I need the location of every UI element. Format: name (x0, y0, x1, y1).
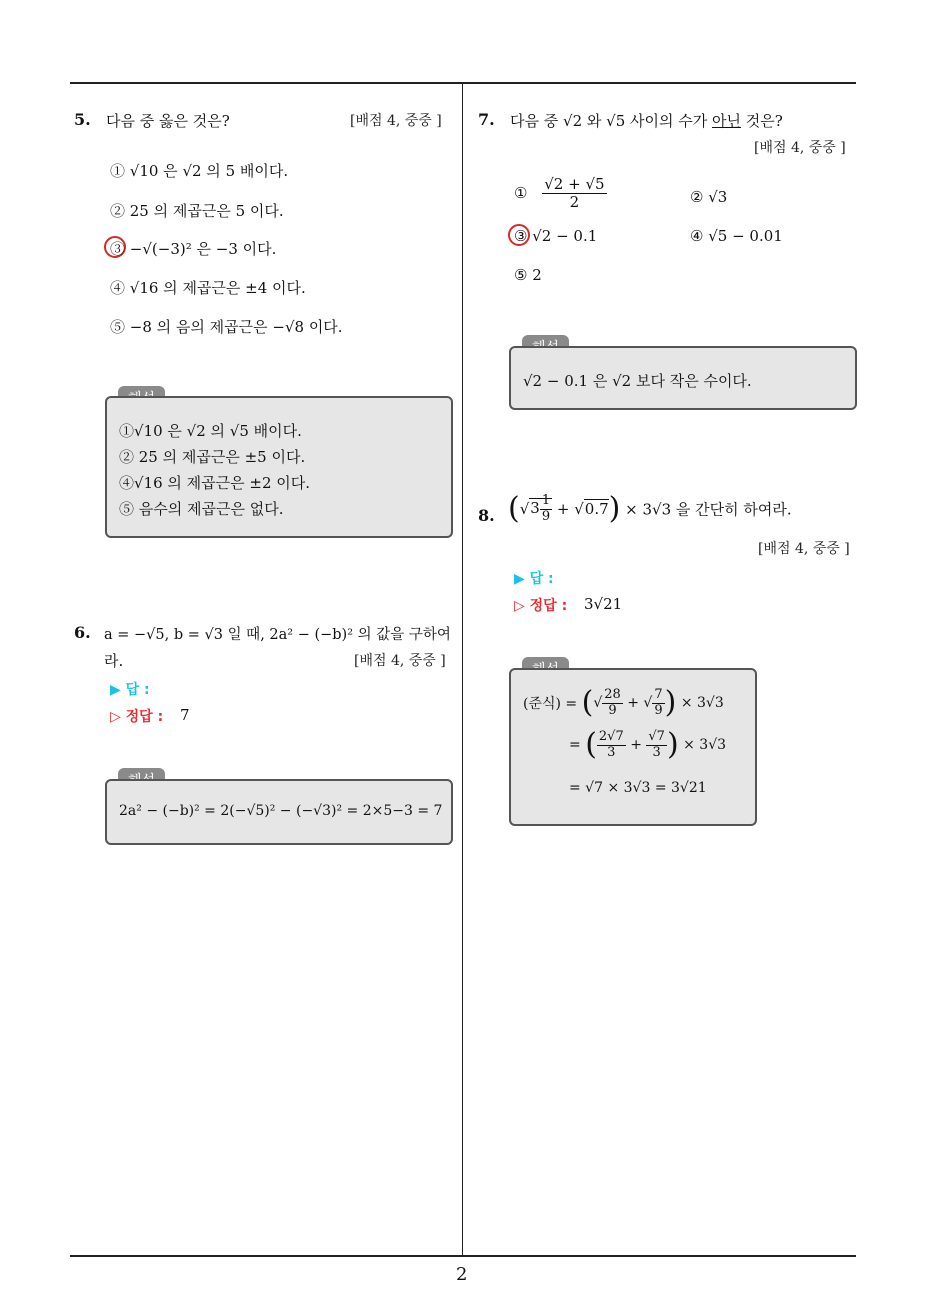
fraction-denominator: 9 (654, 702, 663, 718)
explanation-box (509, 668, 757, 826)
question-meta: [배점 4, 중중 ] (354, 653, 446, 669)
question-text: 다음 중 옳은 것은? (106, 112, 230, 130)
correct-answer-value: 7 (180, 706, 190, 724)
option-1[interactable] (514, 176, 607, 210)
question-text-continued: 라. (104, 652, 124, 670)
mixed-whole: 3 (530, 499, 540, 517)
page-number: 2 (456, 1264, 468, 1285)
top-rule (70, 82, 856, 84)
explanation-line: √2 − 0.1 은 √2 보다 작은 수이다. (523, 372, 752, 390)
option-4[interactable]: ④ √16 의 제곱근은 ±4 이다. (110, 279, 306, 297)
question-text-end: 것은? (745, 112, 783, 130)
explanation-line: ② 25 의 제곱근은 ±5 이다. (119, 448, 306, 466)
option-2[interactable]: ② 25 의 제곱근은 5 이다. (110, 202, 284, 220)
option-denominator: 2 (569, 192, 580, 211)
question-number: 5. (74, 110, 91, 129)
explanation-line: ⑤ 음수의 제곱근은 없다. (119, 500, 284, 518)
correct-answer-value: 3√21 (584, 595, 623, 613)
question-number: 8. (478, 506, 495, 525)
question-text (510, 110, 783, 131)
question-number: 7. (478, 110, 495, 129)
explanation-prefix: (준식) = (523, 696, 578, 712)
question-meta: [배점 4, 중중 ] (350, 113, 442, 129)
question-underlined-word: 아닌 (712, 112, 741, 130)
explanation-suffix: × 3√3 (680, 695, 724, 711)
fraction-denominator: 3 (652, 744, 661, 760)
question-text-end: × 3√3 을 간단히 하여라. (625, 500, 792, 519)
explanation-box (105, 396, 453, 538)
option-4[interactable]: ④ √5 − 0.01 (690, 227, 783, 245)
fraction-denominator: 3 (607, 744, 616, 760)
question-text-start: 다음 중 √2 와 √5 사이의 수가 (510, 112, 708, 130)
explanation-box (105, 779, 453, 845)
explanation-box (509, 346, 857, 410)
explanation-line-2: = ( $\frac{2√7}{3}$ + $\frac{√7}{3}$ ) × 3√3 (569, 727, 727, 762)
fraction-denominator: 9 (608, 702, 617, 718)
mixed-numerator: 1 (541, 493, 551, 509)
answer-label: ▶ 답 : (514, 571, 554, 587)
explanation-line: ④√16 의 제곱근은 ±2 이다. (119, 474, 311, 492)
explanation-line: ①√10 은 √2 의 √5 배이다. (119, 422, 302, 440)
repeating-decimal: 0.7 (584, 500, 609, 518)
fraction-numerator: √7 (648, 729, 665, 745)
fraction-numerator: 2√7 (598, 729, 624, 745)
correct-answer-label: ▷ 정답 : (514, 598, 568, 614)
explanation-line-3: = √7 × 3√3 = 3√21 (569, 780, 707, 796)
fraction-numerator: 7 (654, 687, 663, 703)
option-5[interactable]: ⑤ 2 (514, 266, 542, 284)
explanation-line-1: (준식) = (√ $\frac{28}{9}$ + √ $\frac{7}{9}$ ) × 3√3 (523, 685, 724, 720)
question-text: a = −√5, b = √3 일 때, 2a² − (−b)² 의 값을 구하여 (104, 627, 451, 643)
correct-answer-label: ▷ 정답 : (110, 709, 164, 725)
question-meta: [배점 4, 중중 ] (754, 140, 846, 156)
bottom-rule (70, 1255, 856, 1257)
explanation-line: 2a² − (−b)² = 2(−√5)² − (−√3)² = 2×5−3 = 7 (119, 803, 443, 819)
column-divider (462, 83, 463, 1256)
option-5[interactable]: ⑤ −8 의 음의 제곱근은 −√8 이다. (110, 318, 343, 336)
option-mark: ① (514, 184, 528, 202)
fraction-numerator: 28 (604, 687, 621, 703)
option-numerator: √2 + √5 (544, 175, 605, 193)
question-meta: [배점 4, 중중 ] (758, 541, 850, 557)
answer-label: ▶ 답 : (110, 682, 150, 698)
question-expression: (√3 $\frac{1}{9}$ + √0.7) × 3√3 을 간단히 하여라. (508, 491, 792, 526)
option-3[interactable]: ③ −√(−3)² 은 −3 이다. (110, 240, 277, 258)
option-1[interactable]: ① √10 은 √2 의 5 배이다. (110, 162, 289, 180)
explanation-suffix: × 3√3 (683, 737, 727, 753)
option-2[interactable]: ② √3 (690, 188, 728, 206)
mixed-denominator: 9 (541, 508, 551, 524)
question-number: 6. (74, 623, 91, 642)
option-3[interactable]: ③ √2 − 0.1 (514, 227, 598, 245)
